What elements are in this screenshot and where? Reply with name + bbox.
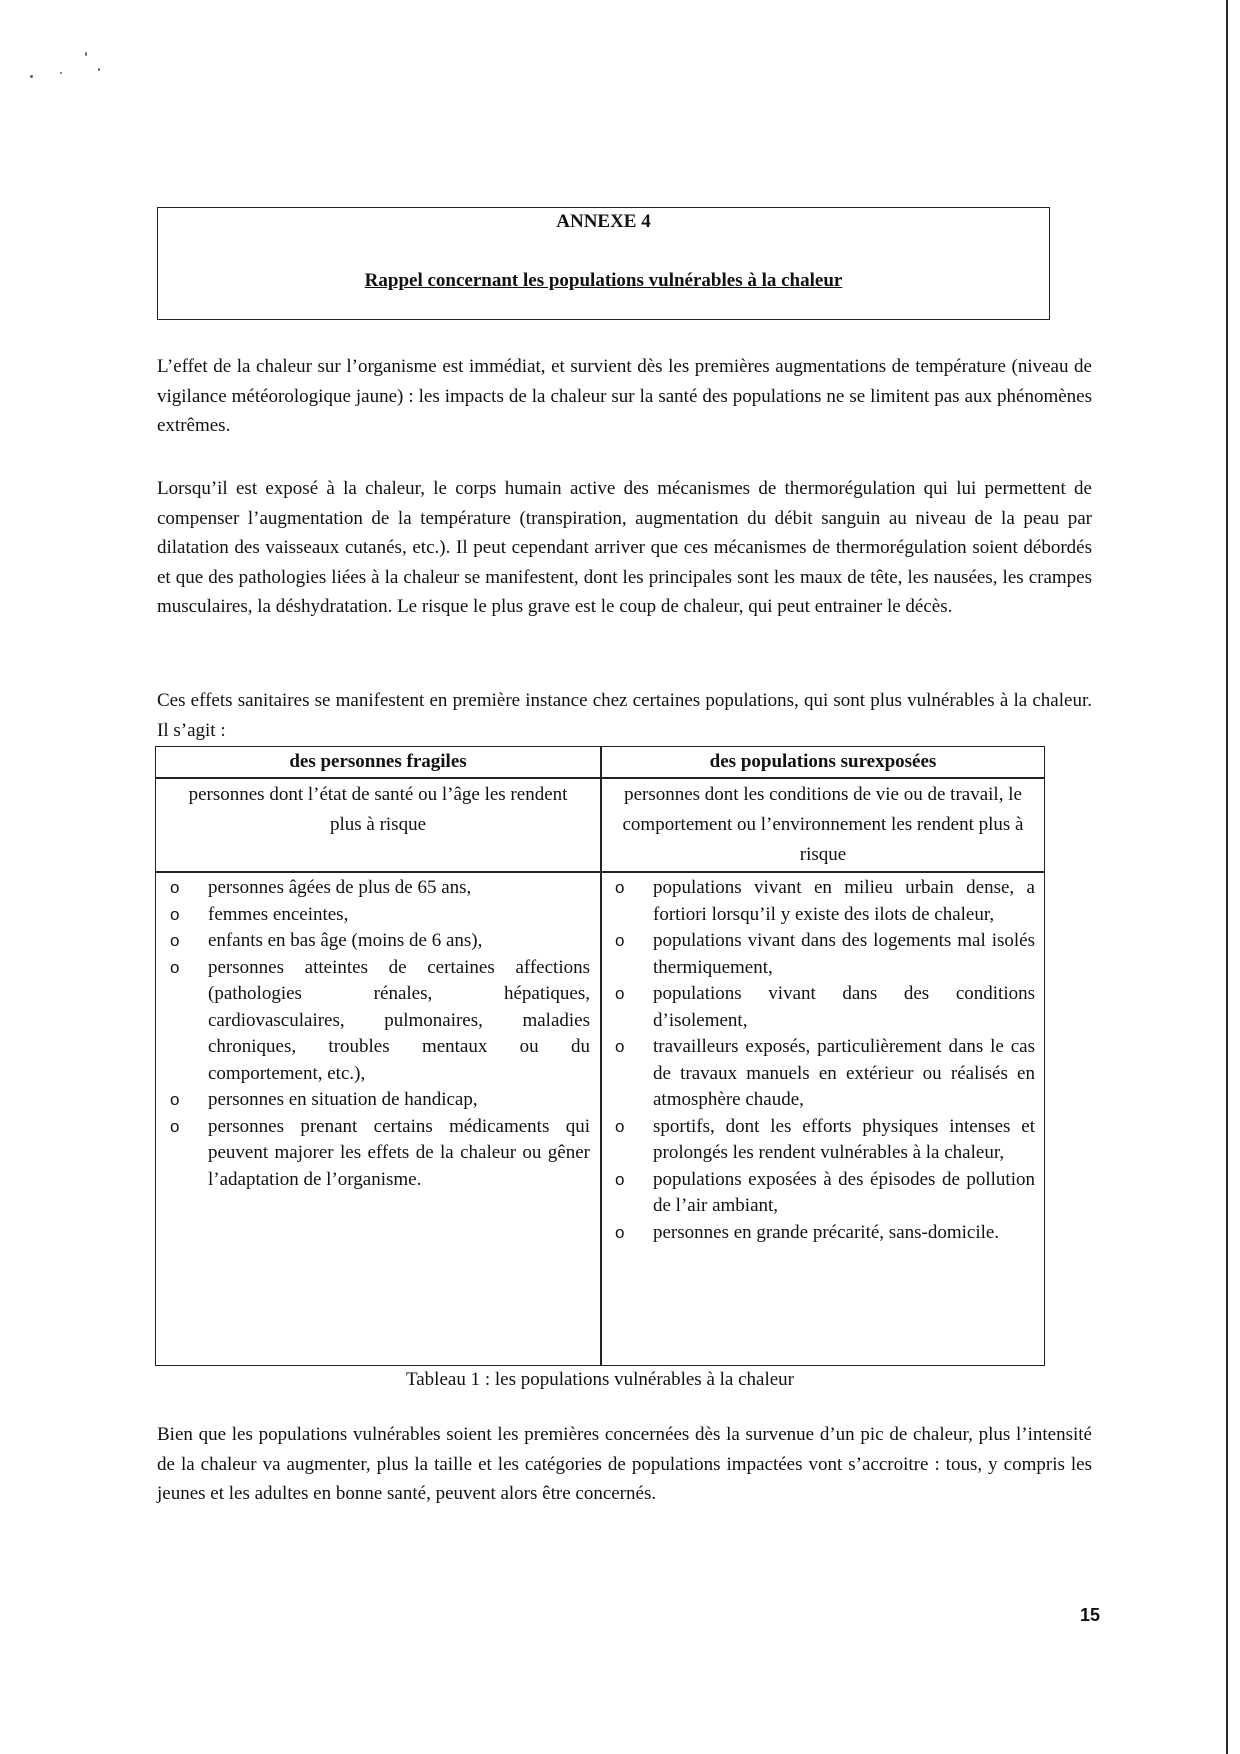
list-item: o populations vivant dans des logements mal isolés thermiquement, [615, 930, 1035, 978]
list-item: o enfants en bas âge (moins de 6 ans), [156, 928, 590, 955]
vulnerable-populations-table [155, 746, 1045, 1366]
annex-title-box [157, 207, 1050, 320]
bullet-marker: o [615, 1222, 625, 1242]
table-description-divider [156, 871, 1044, 873]
list-item: o personnes prenant certains médicaments qui peuvent majorer les effets de la chaleur ou gêner l’adaptation de l’organisme. [170, 1115, 590, 1190]
bullet-marker: o [170, 957, 180, 977]
right-column-header: des populations surexposées [709, 751, 937, 772]
annex-subtitle: Rappel concernant les populations vulnérables à la chaleur [364, 270, 843, 291]
list-item: o populations vivant en milieu urbain dense, a fortiori lorsqu’il y existe des ilots de chaleur, [615, 877, 1035, 925]
left-column-description: personnes dont l’état de santé ou l’âge les rendent plus à risque [188, 784, 568, 835]
annex-label: ANNEXE 4 [556, 211, 651, 232]
list-item: o femmes enceintes, [156, 902, 590, 929]
table-caption: Tableau 1 : les populations vulnérables à la chaleur [405, 1369, 795, 1390]
right-column-list [601, 875, 1035, 1246]
list-item: o personnes en grande précarité, sans-domicile. [601, 1220, 1035, 1247]
scan-speck [98, 68, 100, 71]
scan-speck [85, 52, 87, 56]
scan-speck [60, 72, 62, 74]
page-edge-line [1226, 0, 1228, 1754]
right-column-description: personnes dont les conditions de vie ou de travail, le comportement ou l’environnement les rendent plus à risque [622, 784, 1024, 865]
bullet-marker: o [615, 984, 625, 1003]
list-item: o personnes en situation de handicap, [156, 1087, 590, 1114]
left-column-header: des personnes fragiles [289, 751, 467, 772]
list-item: o populations vivant dans des conditions d’isolement, [615, 983, 1035, 1031]
bullet-marker: o [170, 1116, 180, 1136]
bullet-marker: o [170, 1090, 180, 1109]
scan-speck [30, 75, 33, 78]
bullet-marker: o [615, 878, 625, 897]
list-item: o sportifs, dont les efforts physiques intenses et prolongés les rendent vulnérables à la chaleur, [615, 1115, 1035, 1163]
table-header-divider [156, 777, 1044, 779]
bullet-marker: o [615, 931, 625, 950]
list-item: o personnes âgées de plus de 65 ans, [156, 875, 590, 902]
left-column-list [156, 875, 590, 1193]
bullet-marker: o [170, 931, 180, 950]
bullet-marker: o [615, 1169, 625, 1189]
list-item: o populations exposées à des épisodes de pollution de l’air ambiant, [615, 1168, 1035, 1216]
bullet-marker: o [615, 1037, 625, 1056]
paragraph-1: L’effet de la chaleur sur l’organisme est immédiat, et survient dès les premières augmentations de température (niveau de vigilance météorologique jaune) : les impacts de la chaleur sur la santé des populations ne se limitent pas aux phénomènes extrêmes. [157, 356, 1092, 436]
paragraph-4: Bien que les populations vulnérables soient les premières concernées dès la survenue d’un pic de chaleur, plus l’intensité de la chaleur va augmenter, plus la taille et les catégories de populations impactées vont s’accroitre : tous, y compris les jeunes et les adultes en bonne santé, peuvent alors être concernés. [157, 1424, 1092, 1504]
paragraph-2: Lorsqu’il est exposé à la chaleur, le corps humain active des mécanismes de thermorégulation qui lui permettent de compenser l’augmentation de la température (transpiration, augmentation du débit sanguin au niveau de la peau par dilatation des vaisseaux cutanés, etc.). Il peut cependant arriver que ces mécanismes de thermorégulation soient débordés et que des pathologies liées à la chaleur se manifestent, dont les principales sont les maux de tête, les nausées, les crampes musculaires, la déshydratation. Le risque le plus grave est le coup de chaleur, qui peut entrainer le décès. [157, 478, 1092, 617]
paragraph-3: Ces effets sanitaires se manifestent en première instance chez certaines populations, qui sont plus vulnérables à la chaleur. Il s’agit : [157, 690, 1092, 741]
list-item: o personnes atteintes de certaines affections (pathologies rénales, hépatiques, cardiovasculaires, pulmonaires, maladies chroniques, troubles mentaux ou du comportement, etc.), [170, 956, 590, 1084]
bullet-marker: o [170, 904, 180, 924]
bullet-marker: o [615, 1116, 625, 1136]
list-item: o travailleurs exposés, particulièrement dans le cas de travaux manuels en extérieur ou réalisés en atmosphère chaude, [615, 1036, 1035, 1110]
page-number: 15 [1079, 1605, 1100, 1625]
bullet-marker: o [170, 878, 180, 897]
